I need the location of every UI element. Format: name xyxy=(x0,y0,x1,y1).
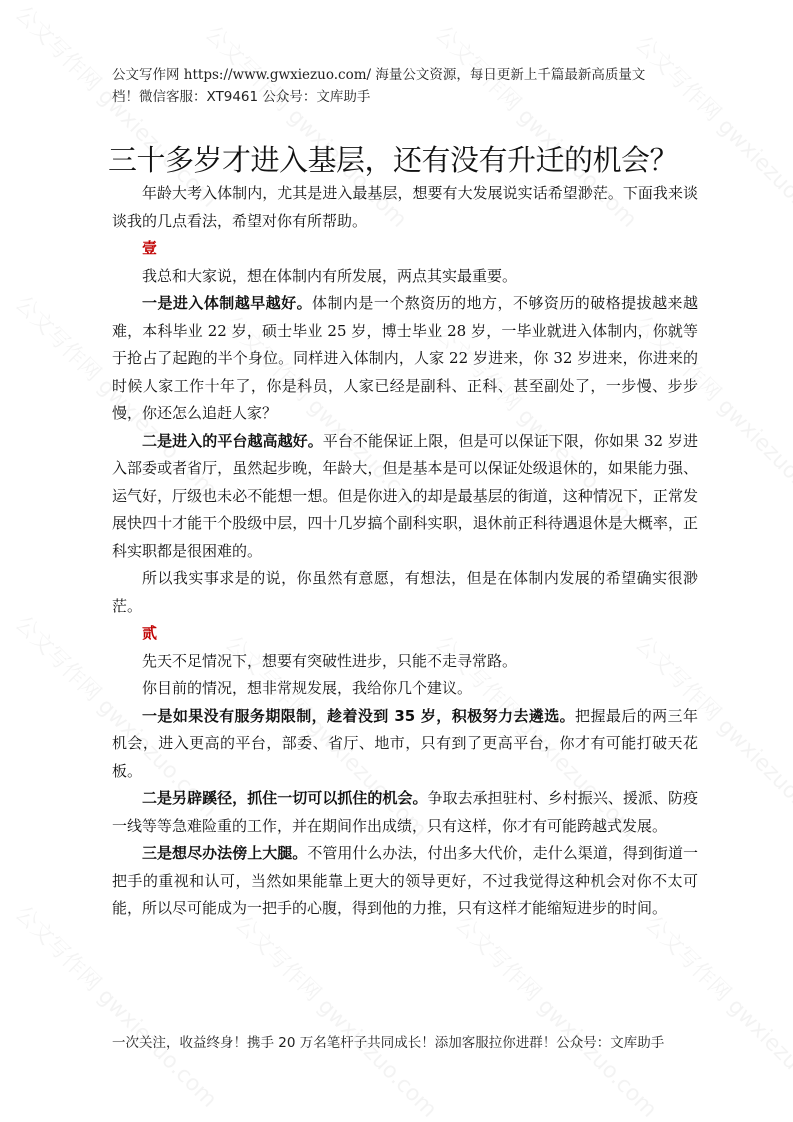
document-title: 三十多岁才进入基层，还有没有升迁的机会？ xyxy=(108,143,679,177)
section-2-point-3 xyxy=(112,840,698,923)
point-text: 平台不能保证上限，但是可以保证下限，你如果 32 岁进入部委或者省厅，虽然起步晚，年龄大，但是基本是可以保证处级退休的，如果能力强、运气好，厅级也未必不能想一想。但是你进入的却是最基层的街道，这种情况下，正常发展快四十才能干个股级中层，四十几岁搞个副科实职，退休前正科待遇退休是大概率，正科实职都是很困难的。 xyxy=(112,431,698,560)
section-2-lead-1: 先天不足情况下，想要有突破性进步，只能不走寻常路。 xyxy=(142,651,518,670)
document-body xyxy=(112,180,698,923)
section-1-heading: 壹 xyxy=(142,239,158,257)
point-text: 争取去承担驻村、乡村振兴、援派、防疫一线等等急难险重的工作，并在期间作出成绩，只有这样，你才有可能跨越式发展。 xyxy=(112,789,698,835)
point-heading: 一是如果没有服务期限制，趁着没到 35 岁，积极努力去遴选。 xyxy=(142,706,576,725)
point-heading: 三是想尽办法傍上大腿。 xyxy=(142,844,308,862)
header-tagline: 海量公文资源，每日更新上千篇最新高质量文 xyxy=(371,67,646,83)
watermark-text xyxy=(229,908,445,1122)
point-text: 把握最后的两三年机会，进入更高的平台，部委、省厅、地市，只有到了更高平台，你才有可能打破天花板。 xyxy=(112,706,698,780)
section-1-point-2 xyxy=(112,428,698,566)
section-1-lead: 我总和大家说，想在体制内有所发展，两点其实最重要。 xyxy=(142,266,518,285)
point-text: 不管用什么办法，付出多大代价，走什么渠道，得到街道一把手的重视和认可，当然如果能靠上更大的领导更好，不过我觉得这种机会对你不太可能，所以尽可能成为一把手的心腹，得到他的力推，只有这样才能缩短进步的时间。 xyxy=(112,844,698,917)
point-heading: 一是进入体制越早越好。 xyxy=(142,294,313,312)
section-2-heading: 贰 xyxy=(142,624,158,642)
header-line-1 xyxy=(112,64,687,86)
watermark-text xyxy=(639,908,793,1122)
intro-paragraph: 年龄大考入体制内，尤其是进入最基层，想要有大发展说实话希望渺茫。下面我来谈谈我的几点看法，希望对你有所帮助。 xyxy=(112,184,698,230)
point-heading: 二是另辟蹊径，抓住一切可以抓住的机会。 xyxy=(142,789,428,807)
section-1-conclusion: 所以我实事求是的说，你虽然有意愿，有想法，但是在体制内发展的希望确实很渺茫。 xyxy=(112,569,698,615)
header-url-link[interactable]: https://www.gwxiezuo.com/ xyxy=(183,67,372,83)
header-line-2: 档！微信客服：XT9461 公众号：文库助手 xyxy=(112,89,371,105)
point-text: 体制内是一个熬资历的地方，不够资历的破格提拔越来越难，本科毕业 22 岁，硕士毕业 25 岁，博士毕业 28 岁，一毕业就进入体制内，你就等于抢占了起跑的半个身位。同样进入体制内，人家 22 岁进来，你 32 岁进来，你进来的时候人家工作十年了，你是科员，人家已经是副科、正科、甚至副处了，一步慢、步步慢，你还怎么追赶人家？ xyxy=(112,294,698,422)
section-2-point-2 xyxy=(112,785,698,840)
watermark-text xyxy=(9,898,225,1114)
page-header xyxy=(112,64,687,108)
point-heading: 二是进入的平台越高越好。 xyxy=(142,431,323,450)
section-2-point-1 xyxy=(112,703,698,786)
header-site-name: 公文写作网 xyxy=(112,67,184,83)
page-footer: 一次关注，收益终身！携手 20 万名笔杆子共同成长！添加客服拉你进群！公众号：文库助手 xyxy=(112,1035,665,1051)
section-1-point-1 xyxy=(112,290,698,428)
section-2-lead-2: 你目前的情况，想非常规发展，我给你几个建议。 xyxy=(142,679,473,697)
watermark-text xyxy=(449,908,665,1122)
